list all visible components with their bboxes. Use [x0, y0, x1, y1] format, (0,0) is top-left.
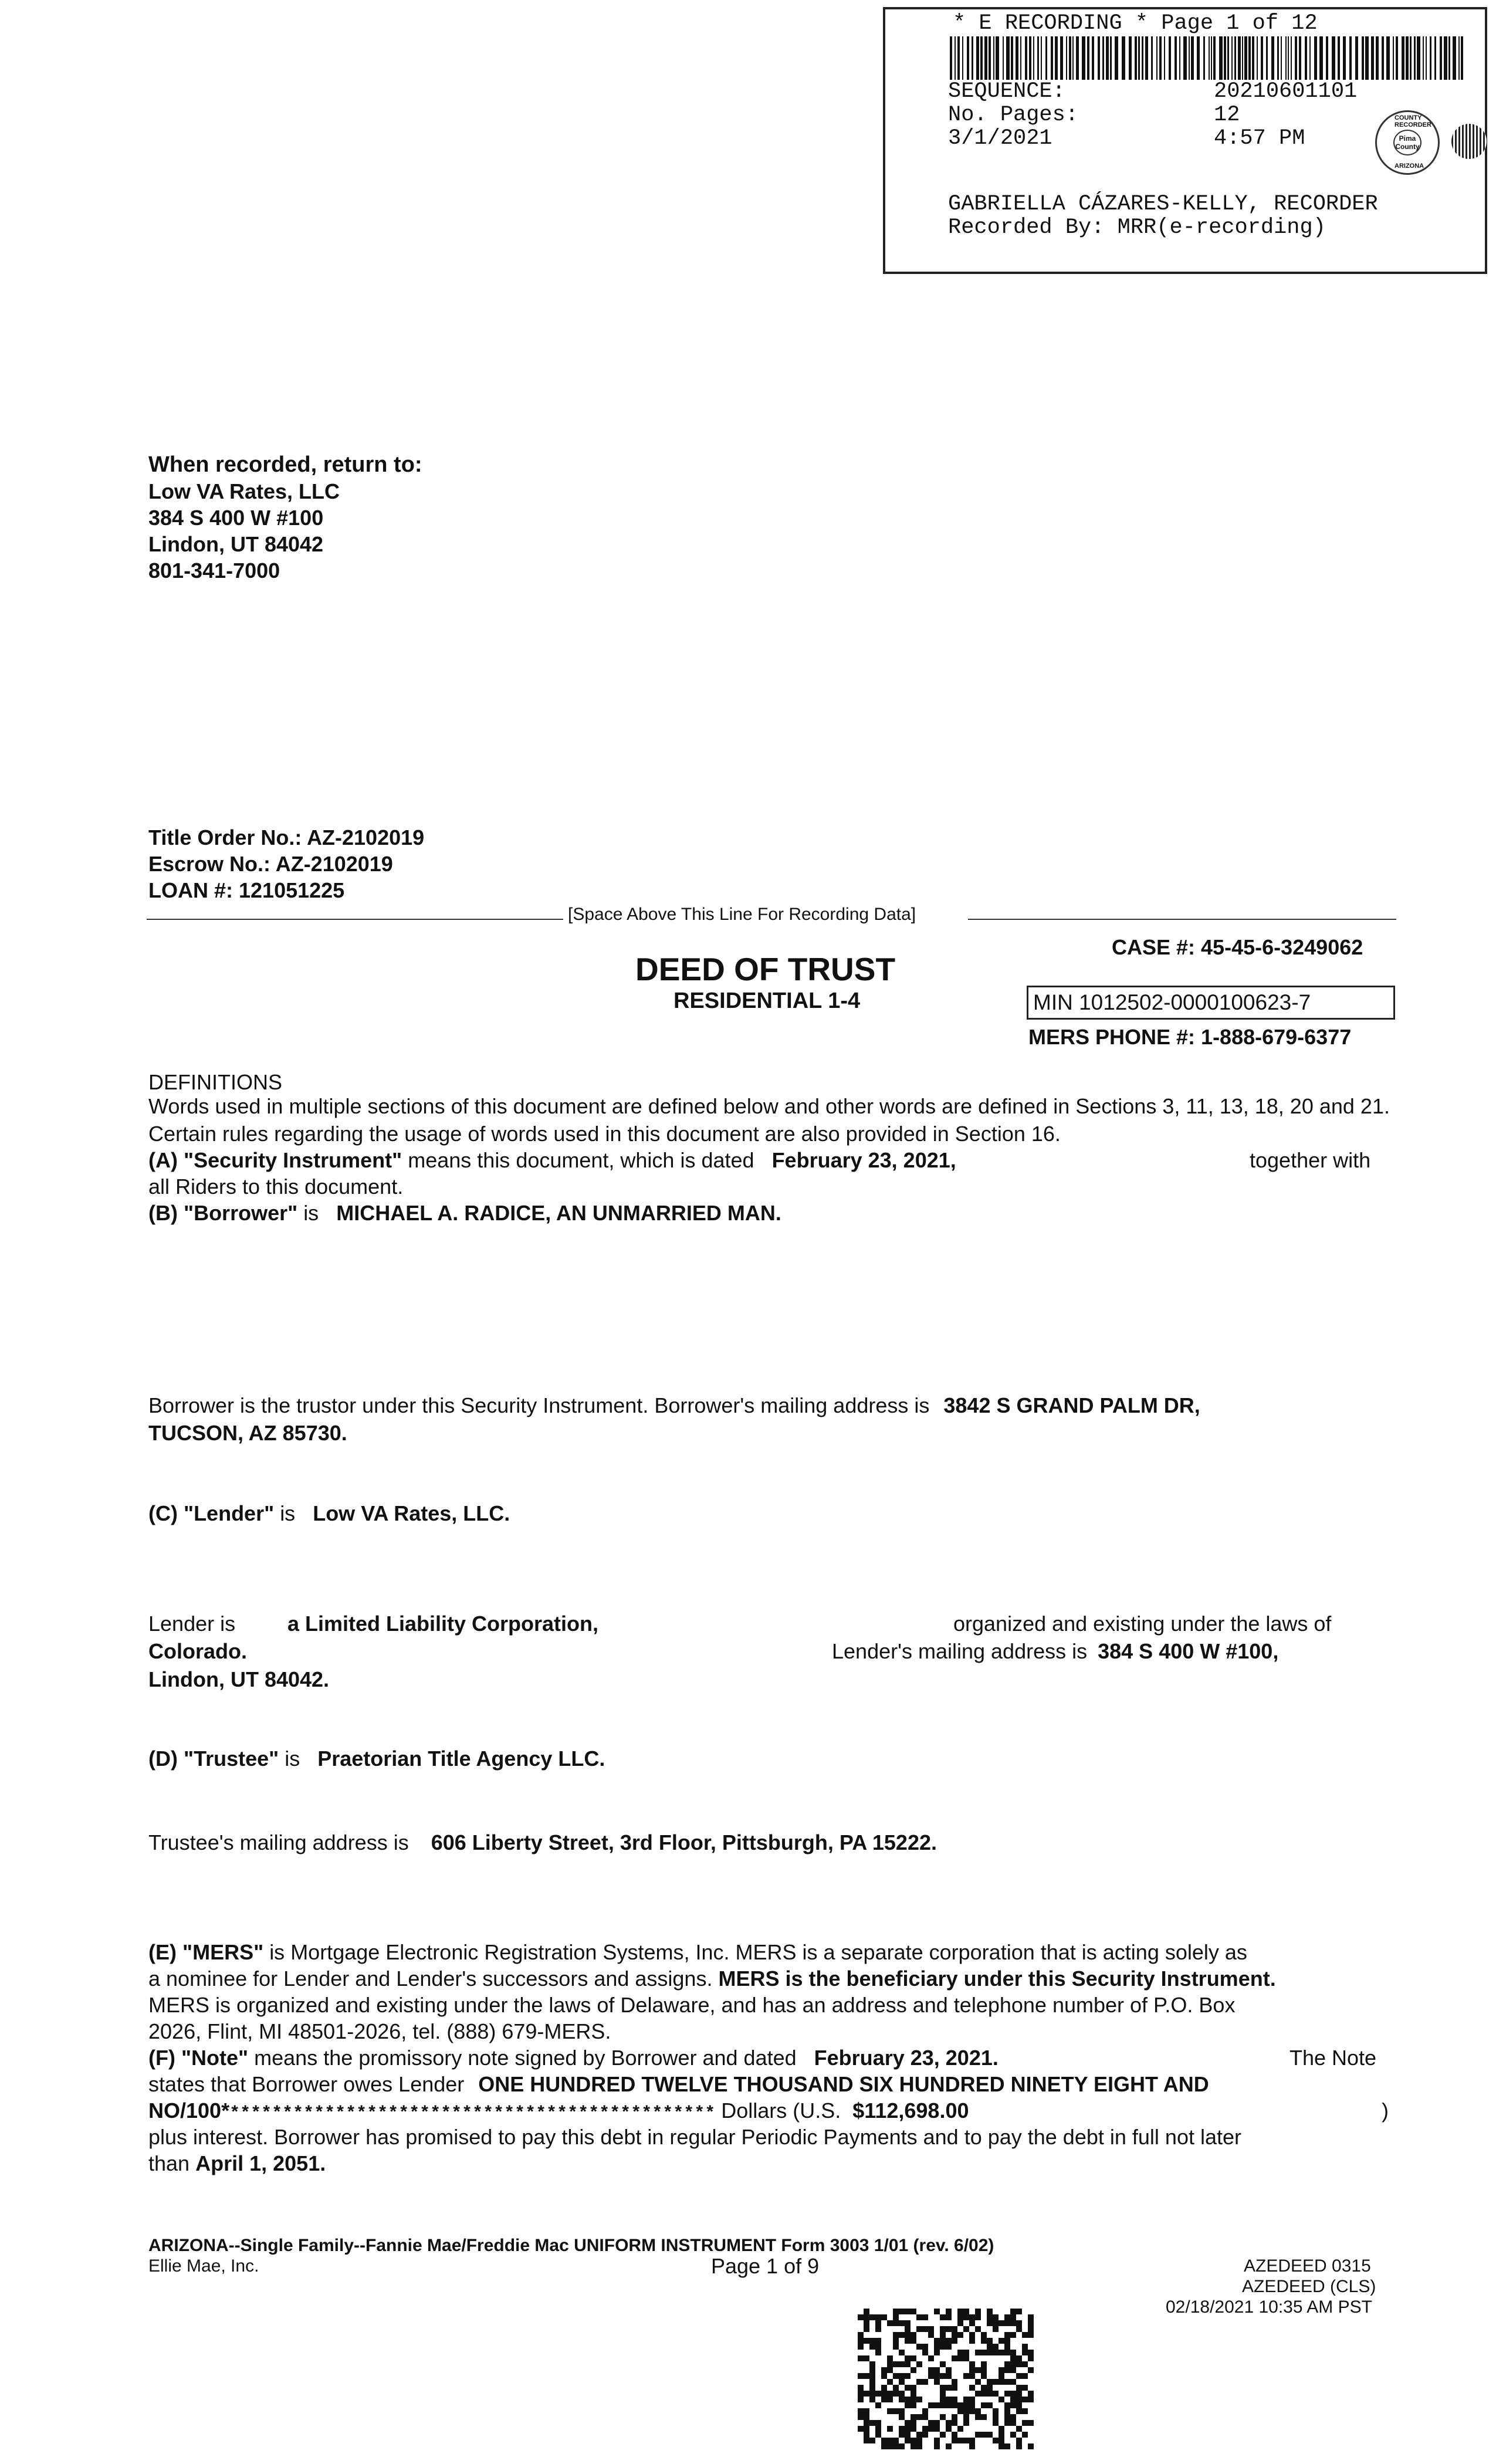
trustee-address-label: Trustee's mailing address is — [148, 1830, 409, 1854]
seal-ring-top: COUNTY RECORDER — [1395, 114, 1431, 128]
lender-is: Lender is — [148, 1612, 236, 1636]
def-f-end-date: April 1, 2051. — [195, 2151, 326, 2175]
def-d-label: (D) — [148, 1747, 178, 1771]
page-subtitle: RESIDENTIAL 1-4 — [673, 989, 861, 1013]
def-f-line4: plus interest. Borrower has promised to pay this debt in regular Periodic Payments and to pay the debt in full not later — [148, 2125, 1241, 2149]
return-line-3: Lindon, UT 84042 — [148, 532, 324, 556]
definitions-text: Words used in multiple sections of this document are defined below and other words are defined in Sections 3, 11, 13, 18, 20 and 21. Certain rules regarding the usage of words used in this document are also provided in Section 16. — [148, 1094, 1390, 1146]
def-e-label: (E) — [148, 1940, 177, 1964]
def-e-text1: is Mortgage Electronic Registration Systems, Inc. MERS is a separate corporation that is acting solely as — [269, 1940, 1247, 1964]
def-c-line — [148, 1500, 510, 1527]
def-d-line — [148, 1745, 605, 1772]
def-c-label: (C) — [148, 1501, 178, 1525]
footer-form: ARIZONA--Single Family--Fannie Mae/Freddie Mac UNIFORM INSTRUMENT Form 3003 1/01 (rev. 6/02) — [148, 2236, 994, 2255]
def-b-line — [148, 1200, 781, 1226]
def-f-text: means the promissory note signed by Borrower and dated — [254, 2046, 797, 2070]
def-e-term: "MERS" — [182, 1940, 264, 1964]
lender-org: organized and existing under the laws of — [953, 1612, 1332, 1636]
def-e-line2 — [148, 1965, 1276, 1992]
def-f-amount: $112,698.00 — [852, 2099, 969, 2123]
return-line-1: Low VA Rates, LLC — [148, 479, 340, 503]
return-line-4: 801-341-7000 — [148, 559, 280, 583]
def-a-line — [148, 1147, 956, 1173]
sequence-label: SEQUENCE: — [948, 79, 1065, 104]
mini-seal-icon — [1451, 124, 1487, 159]
def-f-tail: The Note — [1289, 2046, 1377, 2070]
def-f-label: (F) — [148, 2046, 175, 2070]
def-e-line4: 2026, Flint, MI 48501-2026, tel. (888) 679-MERS. — [148, 2019, 611, 2043]
separator-line-left — [147, 919, 563, 920]
lender-address-line — [832, 1638, 1278, 1664]
def-a-line2: all Riders to this document. — [148, 1175, 404, 1199]
def-f-owes: states that Borrower owes Lender — [148, 2072, 465, 2096]
footer-vendor: Ellie Mae, Inc. — [148, 2256, 259, 2276]
footer-timestamp: 02/18/2021 10:35 AM PST — [1166, 2297, 1372, 2317]
def-f-stars: ********************************************** — [229, 2104, 716, 2124]
definitions-heading: DEFINITIONS — [148, 1070, 283, 1094]
sequence-value: 20210601101 — [1214, 79, 1358, 104]
recorder-line: GABRIELLA CÁZARES-KELLY, RECORDER — [948, 192, 1378, 216]
def-a-date: February 23, 2021, — [771, 1148, 956, 1172]
footer-code-1: AZEDEED 0315 — [1244, 2256, 1371, 2276]
return-heading: When recorded, return to: — [148, 452, 422, 477]
def-a-label: (A) — [148, 1148, 178, 1172]
def-f-line — [148, 2045, 999, 2071]
def-c-term: "Lender" — [184, 1501, 275, 1525]
barcode-icon — [950, 36, 1466, 80]
def-e-line — [148, 1939, 1247, 1965]
stamp-header: * E RECORDING * Page 1 of 12 — [953, 11, 1318, 36]
lender-type: a Limited Liability Corporation, — [287, 1612, 599, 1636]
def-d-term: "Trustee" — [184, 1747, 279, 1771]
def-f-term: "Note" — [181, 2046, 249, 2070]
def-f-line3 — [148, 2097, 969, 2127]
def-f-date: February 23, 2021. — [814, 2046, 999, 2070]
county-seal-icon — [1375, 110, 1440, 175]
seal-center: Pima County — [1393, 130, 1421, 155]
footer-code-2: AZEDEED (CLS) — [1242, 2277, 1376, 2296]
def-b-label: (B) — [148, 1201, 178, 1225]
pages-value: 12 — [1214, 103, 1240, 127]
loan-number: LOAN #: 121051225 — [148, 878, 345, 902]
page-title: DEED OF TRUST — [635, 951, 896, 987]
def-f-amount-words: ONE HUNDRED TWELVE THOUSAND SIX HUNDRED NINETY EIGHT AND — [478, 2072, 1209, 2096]
def-c-value: Low VA Rates, LLC. — [313, 1501, 510, 1525]
borrower-address-2: TUCSON, AZ 85730. — [148, 1421, 347, 1445]
separator-line-right — [968, 919, 1396, 920]
def-f-than: than — [148, 2151, 190, 2175]
record-time: 4:57 PM — [1214, 126, 1305, 151]
def-a-term: "Security Instrument" — [184, 1148, 402, 1172]
recorded-by: Recorded By: MRR(e-recording) — [948, 215, 1326, 240]
footer-page: Page 1 of 9 — [711, 2254, 820, 2278]
lender-address-1: 384 S 400 W #100, — [1098, 1639, 1279, 1663]
borrower-address-line — [148, 1392, 1200, 1419]
def-f-dollars: Dollars (U.S. — [721, 2099, 841, 2123]
lender-address-label: Lender's mailing address is — [832, 1639, 1088, 1663]
borrower-address-1: 3842 S GRAND PALM DR, — [943, 1393, 1200, 1417]
def-c-is: is — [280, 1501, 296, 1525]
trustee-address: 606 Liberty Street, 3rd Floor, Pittsburgh, PA 15222. — [431, 1830, 937, 1854]
record-date: 3/1/2021 — [948, 126, 1052, 151]
def-e-text2b: MERS is the beneficiary under this Security Instrument. — [718, 1967, 1276, 1991]
def-e-line3: MERS is organized and existing under the laws of Delaware, and has an address and telephone number of P.O. Box — [148, 1993, 1236, 2017]
trustee-address-line — [148, 1829, 937, 1856]
def-b-is: is — [303, 1201, 319, 1225]
def-e-text2a: a nominee for Lender and Lender's successors and assigns. — [148, 1967, 713, 1991]
seal-ring-bottom: ARIZONA — [1395, 163, 1424, 170]
pages-label: No. Pages: — [948, 103, 1079, 127]
def-d-value: Praetorian Title Agency LLC. — [317, 1747, 605, 1771]
qr-code-icon — [858, 2309, 1034, 2449]
def-b-value: MICHAEL A. RADICE, AN UNMARRIED MAN. — [336, 1201, 781, 1225]
def-b-term: "Borrower" — [184, 1201, 298, 1225]
def-a-text: means this document, which is dated — [408, 1148, 754, 1172]
escrow-number: Escrow No.: AZ-2102019 — [148, 852, 393, 876]
title-order: Title Order No.: AZ-2102019 — [148, 825, 425, 849]
def-f-line2 — [148, 2071, 1209, 2097]
borrower-address-text: Borrower is the trustor under this Security Instrument. Borrower's mailing address is — [148, 1393, 930, 1417]
def-f-close: ) — [1382, 2099, 1389, 2123]
mers-phone: MERS PHONE #: 1-888-679-6377 — [1028, 1025, 1352, 1049]
def-d-is: is — [285, 1747, 300, 1771]
def-a-tail: together with — [1250, 1148, 1371, 1172]
recording-separator — [147, 905, 1396, 924]
separator-label: [Space Above This Line For Recording Data] — [568, 905, 916, 924]
return-line-2: 384 S 400 W #100 — [148, 506, 324, 530]
def-f-line5 — [148, 2150, 326, 2177]
recording-stamp — [883, 7, 1487, 274]
case-number: CASE #: 45-45-6-3249062 — [1112, 935, 1363, 959]
min-box: MIN 1012502-0000100623-7 — [1027, 986, 1395, 1020]
def-f-amount-words2: NO/100* — [148, 2099, 230, 2123]
lender-state: Colorado. — [148, 1639, 247, 1663]
lender-address-2: Lindon, UT 84042. — [148, 1667, 330, 1691]
